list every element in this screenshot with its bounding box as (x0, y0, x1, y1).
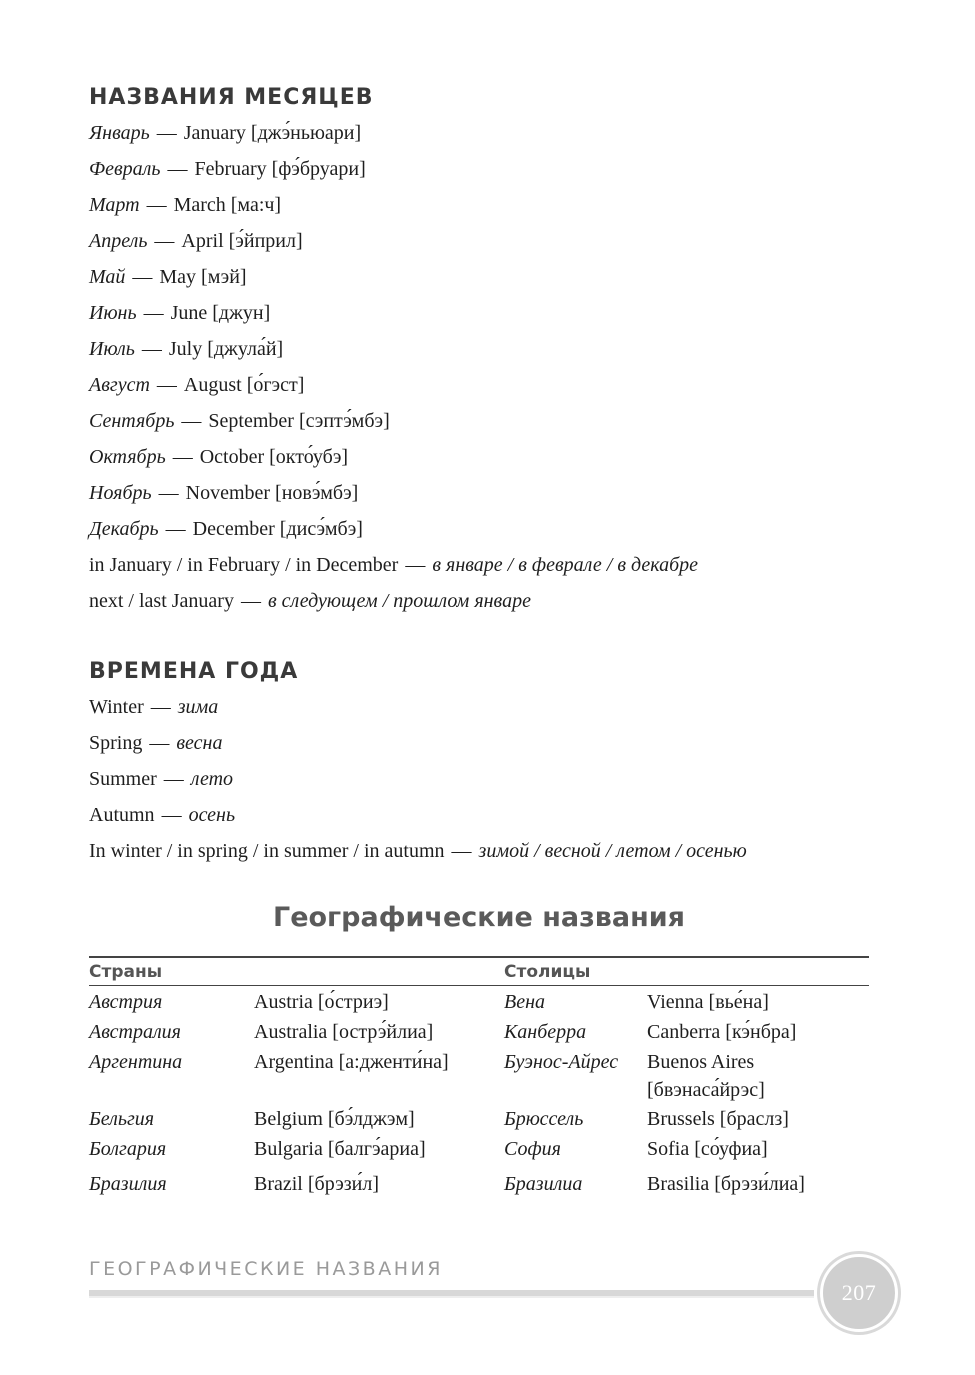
dash: — (150, 696, 171, 718)
seasons-heading: ВРЕМЕНА ГОДА (89, 659, 299, 684)
dash: — (172, 446, 193, 468)
phrase-ru: в январе / в феврале / в декабре (432, 554, 699, 576)
season-line (89, 689, 747, 725)
dash: — (149, 732, 170, 754)
month-line (89, 187, 698, 223)
season-line (89, 725, 747, 761)
month-line (89, 223, 698, 259)
month-line (89, 439, 698, 475)
dash: — (181, 410, 202, 432)
dash: — (240, 590, 261, 612)
page-number: 207 (841, 1280, 877, 1305)
month-ru: Апрель (89, 230, 148, 252)
season-ru: зимой / весной / летом / осенью (478, 840, 747, 862)
month-line (89, 403, 698, 439)
dash: — (156, 122, 177, 144)
month-ru: Октябрь (89, 446, 166, 468)
month-ru: Январь (89, 122, 150, 144)
capital-ru: Вена (504, 991, 546, 1013)
country-ru: Аргентина (89, 1051, 183, 1073)
footer-rule (89, 1290, 814, 1298)
phrase-en: in January / in February / in December (89, 554, 399, 576)
month-ru: Ноябрь (89, 482, 152, 504)
season-en: Spring (89, 732, 143, 754)
dash: — (154, 230, 175, 252)
month-line (89, 367, 698, 403)
month-ru: Июль (89, 338, 135, 360)
month-ru: Май (89, 266, 126, 288)
country-ru: Бельгия (89, 1108, 155, 1130)
capital-en: Vienna [вье́на] (647, 991, 769, 1013)
capital-ru: Буэнос-Айрес (504, 1051, 619, 1073)
month-ru: Август (89, 374, 150, 396)
capital-en-line1: Buenos Aires (647, 1051, 755, 1073)
country-ru: Бразилия (89, 1173, 167, 1195)
month-ru: Февраль (89, 158, 161, 180)
dash: — (143, 302, 164, 324)
month-en: July [джула́й] (168, 338, 284, 360)
month-line (89, 331, 698, 367)
month-ru: Март (89, 194, 140, 216)
month-en: April [э́йприл] (181, 230, 303, 252)
phrase-en: next / last January (89, 590, 234, 612)
capital-en (647, 1048, 765, 1104)
dash: — (163, 768, 184, 790)
month-line (89, 115, 698, 151)
dash: — (146, 194, 167, 216)
season-ru: осень (188, 804, 236, 826)
season-ru: весна (176, 732, 223, 754)
table-top-rule (89, 956, 869, 958)
season-line (89, 761, 747, 797)
country-en: Bulgaria [балгэ́ариа] (254, 1138, 426, 1160)
season-ru: зима (177, 696, 219, 718)
month-line (89, 259, 698, 295)
table-header-rule (89, 985, 869, 986)
season-en: Summer (89, 768, 157, 790)
capital-ru: Бразилиа (504, 1173, 583, 1195)
month-en: May [мэй] (159, 266, 247, 288)
country-en: Argentina [а:дженти́на] (254, 1051, 449, 1073)
dash: — (161, 804, 182, 826)
dash: — (141, 338, 162, 360)
footer-section-label: ГЕОГРАФИЧЕСКИЕ НАЗВАНИЯ (89, 1258, 443, 1280)
months-heading: НАЗВАНИЯ МЕСЯЦЕВ (89, 85, 374, 110)
month-en: February [фэ́бруари] (194, 158, 366, 180)
dash: — (158, 482, 179, 504)
month-en: December [дисэ́мбэ] (192, 518, 363, 540)
seasons-list (89, 689, 747, 869)
month-line (89, 511, 698, 547)
dash: — (132, 266, 153, 288)
dash: — (165, 518, 186, 540)
phrase-ru: в следующем / прошлом январе (267, 590, 531, 612)
dash: — (405, 554, 426, 576)
phrase-line (89, 583, 698, 619)
month-line (89, 475, 698, 511)
capital-ru: София (504, 1138, 561, 1160)
month-en: November [новэ́мбэ] (185, 482, 359, 504)
months-list (89, 115, 698, 619)
capital-ru: Брюссель (504, 1108, 584, 1130)
capital-ru: Канберра (504, 1021, 587, 1043)
capital-en: Sofia [со́уфиа] (647, 1138, 768, 1160)
month-ru: Декабрь (89, 518, 159, 540)
country-en: Belgium [бэ́лджэм] (254, 1108, 415, 1130)
dash: — (451, 840, 472, 862)
month-en: January [джэ́ньюари] (183, 122, 362, 144)
country-ru: Австралия (89, 1021, 181, 1043)
month-ru: Июнь (89, 302, 137, 324)
month-en: June [джун] (170, 302, 271, 324)
season-en: In winter / in spring / in summer / in autumn (89, 840, 445, 862)
capital-en: Canberra [кэ́нбра] (647, 1021, 797, 1043)
season-en: Winter (89, 696, 144, 718)
season-en: Autumn (89, 804, 155, 826)
country-en: Brazil [брэзи́л] (254, 1173, 380, 1195)
geo-section-title: Географические названия (272, 902, 685, 933)
column-header-countries: Страны (89, 962, 163, 982)
country-en: Austria [о́стриэ] (254, 991, 389, 1013)
month-line (89, 295, 698, 331)
column-header-capitals: Столицы (504, 962, 591, 982)
month-en: September [сэптэ́мбэ] (208, 410, 390, 432)
country-ru: Австрия (89, 991, 163, 1013)
capital-en: Brussels [браслз] (647, 1108, 789, 1130)
month-en: March [ма:ч] (173, 194, 282, 216)
phrase-line (89, 547, 698, 583)
dash: — (156, 374, 177, 396)
season-line (89, 833, 747, 869)
month-en: August [о́гэст] (183, 374, 305, 396)
capital-en-line2: [бвэнаса́йрэс] (647, 1079, 765, 1101)
season-ru: лето (190, 768, 234, 790)
month-ru: Сентябрь (89, 410, 175, 432)
country-ru: Болгария (89, 1138, 167, 1160)
page-number-badge (820, 1254, 898, 1332)
dash: — (167, 158, 188, 180)
capital-en: Brasilia [брэзи́лиа] (647, 1173, 805, 1195)
season-line (89, 797, 747, 833)
month-en: October [окто́убэ] (199, 446, 349, 468)
month-line (89, 151, 698, 187)
country-en: Australia [острэ́йлиа] (254, 1021, 434, 1043)
